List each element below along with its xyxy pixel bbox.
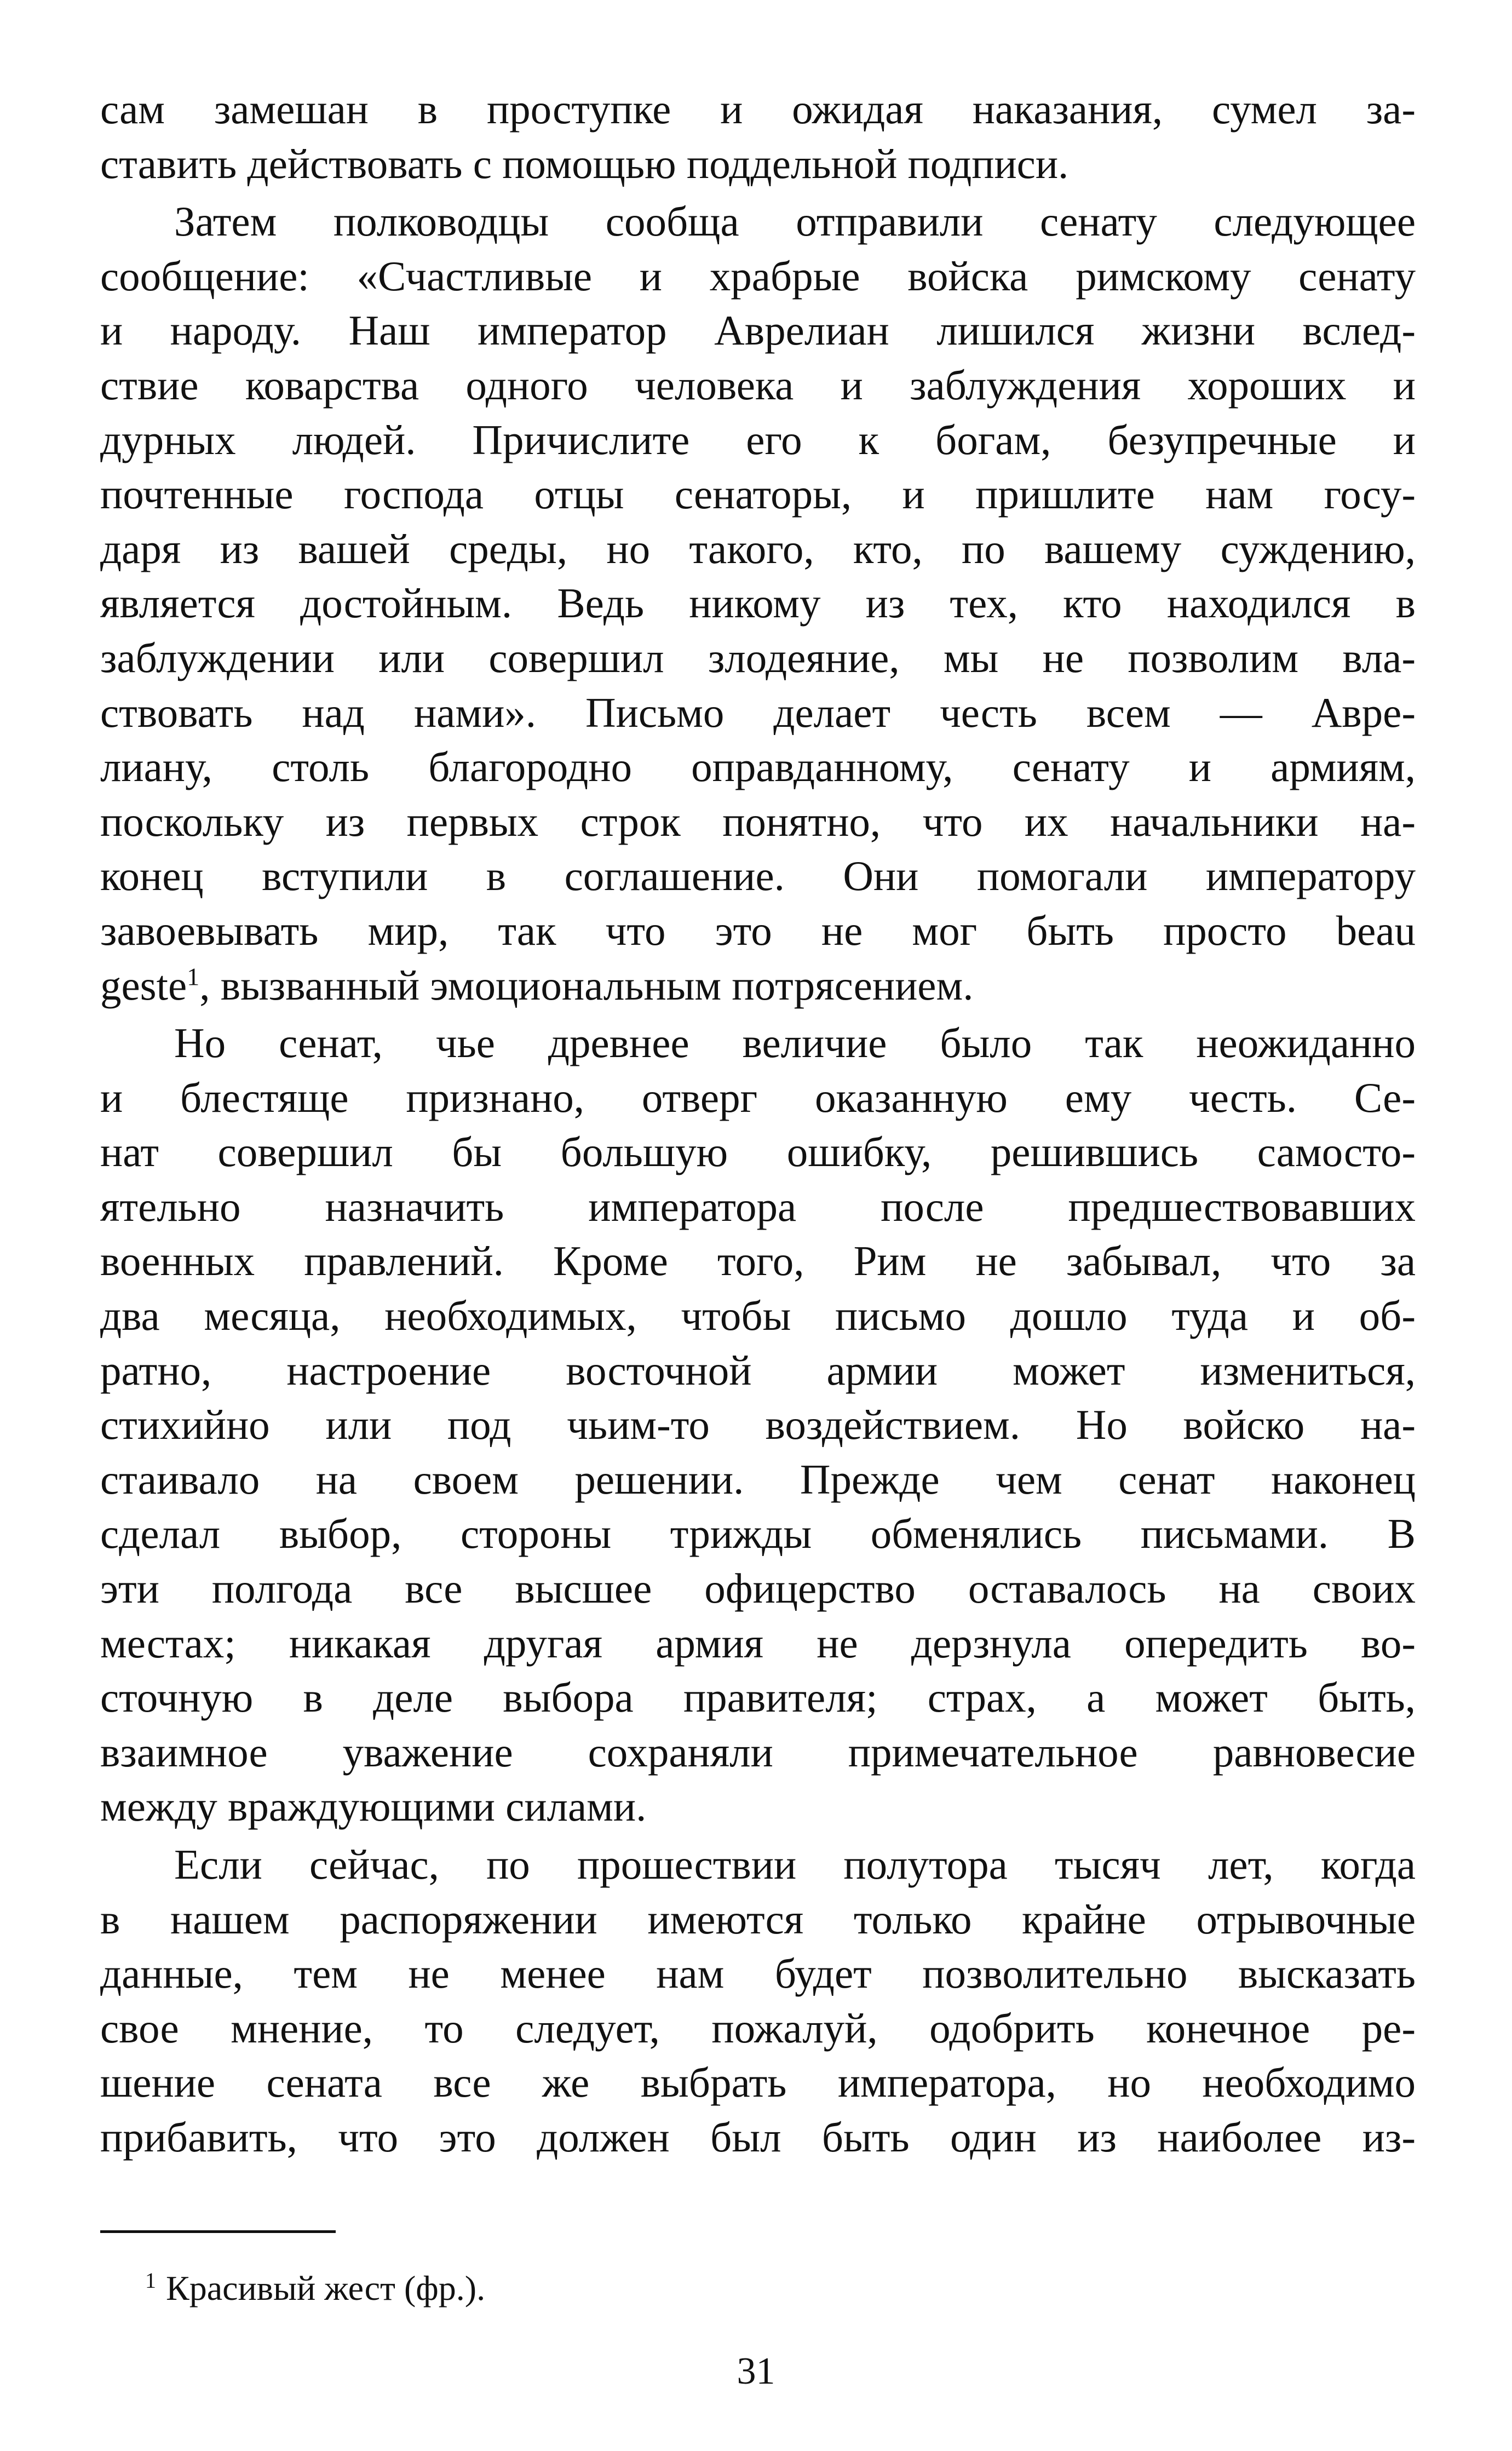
text-line: завоевывать мир, так что это не мог быть просто beau [100, 906, 1416, 954]
text-line: geste [100, 961, 187, 1009]
text-line: шение сената все же выбрать императора, но необходимо [100, 2059, 1416, 2106]
paragraph-3 [100, 1016, 1416, 1834]
text-line: в нашем распоряжении имеются только крайне отрывочные [100, 1895, 1416, 1943]
text-line: является достойным. Ведь никому из тех, кто находился в [100, 579, 1416, 627]
text-line: взаимное уважение сохраняли примечательное равновесие [100, 1728, 1416, 1776]
footnote-text: Красивый жест (фр.). [166, 2269, 486, 2308]
text-line: почтенные господа отцы сенаторы, и пришлите нам госу- [100, 470, 1416, 518]
text-line: два месяца, необходимых, чтобы письмо дошло туда и об- [100, 1292, 1416, 1340]
text-line: ствие коварства одного человека и заблуждения хороших и [100, 361, 1416, 409]
text-line: поскольку из первых строк понятно, что их начальники на- [100, 797, 1416, 845]
footnote-divider [100, 2230, 336, 2233]
text-line: ставить действовать с помощью поддельной подписи. [100, 140, 1069, 187]
text-line: заблуждении или совершил злодеяние, мы не позволим вла- [100, 634, 1416, 681]
text-line: , вызванный эмоциональным потрясением. [199, 961, 974, 1009]
text-line: сточную в деле выбора правителя; страх, а может быть, [100, 1674, 1416, 1721]
text-line: дурных людей. Причислите его к богам, безупречные и [100, 416, 1416, 463]
footnote-reference: 1 [187, 962, 200, 990]
text-line: лиану, столь благородно оправданному, сенату и армиям, [100, 743, 1416, 791]
text-line: Но сенат, чье древнее величие было так неожиданно [174, 1019, 1416, 1067]
paragraph-1 [100, 82, 1416, 191]
main-text [100, 82, 1416, 2165]
text-line: стаивало на своем решении. Прежде чем сенат наконец [100, 1455, 1416, 1503]
text-line: эти полгода все высшее офицерство оставалось на своих [100, 1565, 1416, 1612]
text-line: и народу. Наш император Аврелиан лишился жизни вслед- [100, 307, 1416, 354]
text-line: ствовать над нами». Письмо делает честь всем — Авре- [100, 688, 1416, 736]
text-line: сам замешан в проступке и ожидая наказания, сумел за- [100, 85, 1416, 133]
text-line: Если сейчас, по прошествии полутора тысяч лет, когда [174, 1841, 1416, 1888]
text-line: данные, тем не менее нам будет позволительно высказать [100, 1950, 1416, 1997]
text-line: сделал выбор, стороны трижды обменялись письмами. В [100, 1510, 1416, 1558]
text-line: и блестяще признано, отверг оказанную ему честь. Се- [100, 1074, 1416, 1121]
text-line: даря из вашей среды, но такого, кто, по вашему суждению, [100, 525, 1416, 572]
text-line: прибавить, что это должен был быть один из наиболее из- [100, 2113, 1416, 2161]
text-line: ратно, настроение восточной армии может измениться, [100, 1346, 1416, 1394]
text-line: между враждующими силами. [100, 1783, 647, 1830]
footnote [145, 2266, 485, 2310]
paragraph-2 [100, 194, 1416, 958]
paragraph-2-end [100, 958, 1416, 1013]
paragraph-4 [100, 1838, 1416, 2165]
text-line: нат совершил бы большую ошибку, решившись самосто- [100, 1128, 1416, 1176]
text-line: местах; никакая другая армия не дерзнула опередить во- [100, 1619, 1416, 1667]
text-line: свое мнение, то следует, пожалуй, одобрить конечное ре- [100, 2004, 1416, 2052]
text-line: военных правлений. Кроме того, Рим не забывал, что за [100, 1237, 1416, 1285]
text-line: ятельно назначить императора после предшествовавших [100, 1183, 1416, 1230]
text-line: конец вступили в соглашение. Они помогали императору [100, 852, 1416, 900]
text-line: стихийно или под чьим-то воздействием. Но войско на- [100, 1401, 1416, 1449]
footnote-mark: 1 [145, 2268, 156, 2293]
text-line: сообщение: «Счастливые и храбрые войска римскому сенату [100, 252, 1416, 300]
page-number: 31 [737, 2350, 775, 2392]
text-line: Затем полководцы сообща отправили сенату следующее [174, 198, 1416, 245]
